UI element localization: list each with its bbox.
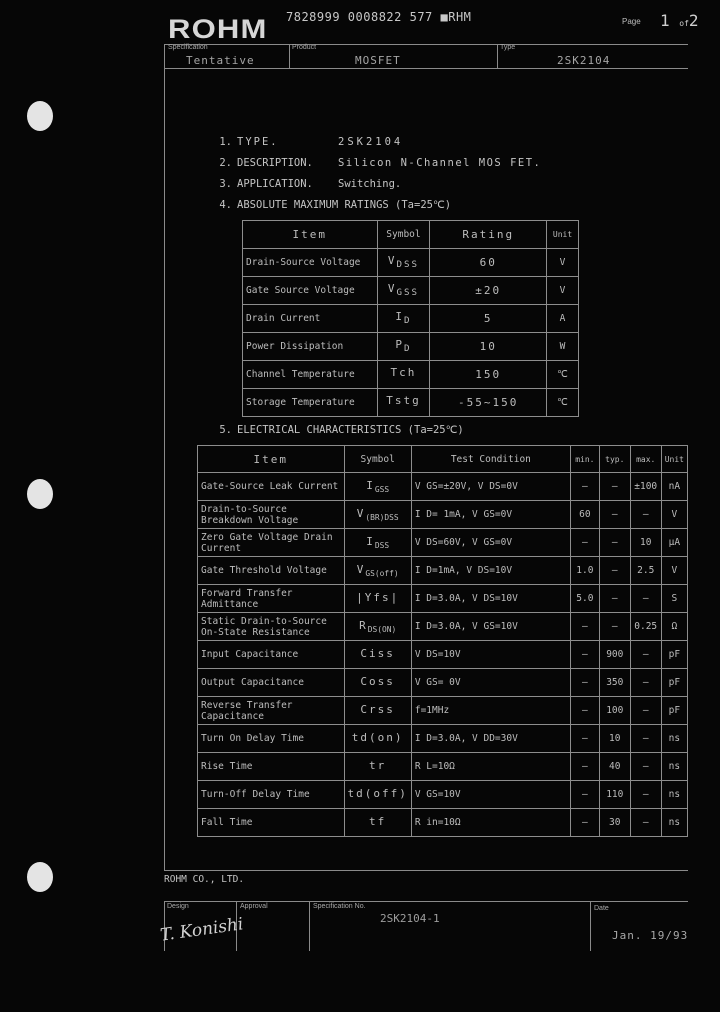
min-cell: – xyxy=(570,725,599,753)
type-value: 2SK2104 xyxy=(557,54,611,67)
unit-cell: nA xyxy=(661,473,687,501)
section-5 xyxy=(0,424,720,440)
symbol-cell: td(off) xyxy=(344,781,411,809)
symbol-cell: $I_D$ xyxy=(377,305,430,333)
test-cell: I D= 1mA, V GS=0V xyxy=(411,501,570,529)
col-min-header: min. xyxy=(570,446,599,473)
item-cell: Forward Transfer Admittance xyxy=(198,585,345,613)
rating-cell: -55~150 xyxy=(430,389,547,417)
page-number: 1 xyxy=(660,11,670,30)
symbol-cell: |Yfs| xyxy=(344,585,411,613)
col-item-header: Item xyxy=(243,221,378,249)
spec-no-value: 2SK2104-1 xyxy=(380,912,440,925)
table-row xyxy=(243,249,579,277)
symbol-cell: td(on) xyxy=(344,725,411,753)
table-row xyxy=(198,809,688,837)
section-label: DESCRIPTION. xyxy=(237,157,313,169)
table-row xyxy=(198,669,688,697)
item-cell: Fall Time xyxy=(198,809,345,837)
table-row xyxy=(198,501,688,529)
approval-label: Approval xyxy=(240,903,268,910)
table-row xyxy=(243,361,579,389)
item-cell: Drain Current xyxy=(243,305,378,333)
typ-cell: – xyxy=(599,557,630,585)
section-2 xyxy=(0,157,720,173)
col-test-header: Test Condition xyxy=(411,446,570,473)
col-max-header: max. xyxy=(630,446,661,473)
item-cell: Storage Temperature xyxy=(243,389,378,417)
test-cell: I D=3.0A, V GS=10V xyxy=(411,613,570,641)
symbol-cell: $V_{GS(off)}$ xyxy=(344,557,411,585)
section-4 xyxy=(0,199,720,215)
table-row xyxy=(198,557,688,585)
typ-cell: 350 xyxy=(599,669,630,697)
table-row xyxy=(198,529,688,557)
test-cell: I D=1mA, V DS=10V xyxy=(411,557,570,585)
symbol-cell: $R_{DS(ON)}$ xyxy=(344,613,411,641)
abs-max-table xyxy=(242,220,579,417)
typ-cell: – xyxy=(599,529,630,557)
test-cell: V GS= 0V xyxy=(411,669,570,697)
symbol-cell: Tch xyxy=(377,361,430,389)
max-cell: 2.5 xyxy=(630,557,661,585)
table-row xyxy=(243,333,579,361)
specification-label: Specification xyxy=(168,44,208,51)
section-label: ABSOLUTE MAXIMUM RATINGS (Ta=25℃) xyxy=(237,199,452,211)
rating-cell: 5 xyxy=(430,305,547,333)
table-row xyxy=(243,389,579,417)
unit-cell: V xyxy=(661,501,687,529)
max-cell: 10 xyxy=(630,529,661,557)
section-3 xyxy=(0,178,720,194)
test-cell: R L=10Ω xyxy=(411,753,570,781)
symbol-cell: tr xyxy=(344,753,411,781)
electrical-table xyxy=(197,445,688,837)
section-number: 4. xyxy=(219,199,232,211)
product-label: Product xyxy=(292,44,317,51)
test-cell: V GS=10V xyxy=(411,781,570,809)
table-row xyxy=(198,697,688,725)
unit-cell: V xyxy=(547,249,579,277)
date-label: Date xyxy=(594,905,609,912)
section-number: 2. xyxy=(219,157,232,169)
symbol-cell: $V_{DSS}$ xyxy=(377,249,430,277)
section-number: 5. xyxy=(219,424,232,436)
max-cell: – xyxy=(630,809,661,837)
page-indicator xyxy=(660,11,699,30)
symbol-cell: $I_{DSS}$ xyxy=(344,529,411,557)
col-unit-header: Unit xyxy=(547,221,579,249)
typ-cell: – xyxy=(599,473,630,501)
max-cell: ±100 xyxy=(630,473,661,501)
test-cell: I D=3.0A, V DS=10V xyxy=(411,585,570,613)
table-row xyxy=(198,613,688,641)
min-cell: – xyxy=(570,641,599,669)
test-cell: R in=10Ω xyxy=(411,809,570,837)
col-rating-header: Rating xyxy=(430,221,547,249)
table-row xyxy=(243,277,579,305)
unit-cell: ℃ xyxy=(547,389,579,417)
rating-cell: 60 xyxy=(430,249,547,277)
item-cell: Output Capacitance xyxy=(198,669,345,697)
date-value: Jan. 19/93 xyxy=(612,929,689,942)
section-number: 1. xyxy=(219,136,232,148)
unit-cell: ns xyxy=(661,753,687,781)
symbol-cell: Tstg xyxy=(377,389,430,417)
table-row xyxy=(198,753,688,781)
item-cell: Drain-to-Source Breakdown Voltage xyxy=(198,501,345,529)
max-cell: – xyxy=(630,781,661,809)
symbol-cell: Coss xyxy=(344,669,411,697)
typ-cell: – xyxy=(599,585,630,613)
symbol-cell: tf xyxy=(344,809,411,837)
punch-hole xyxy=(27,862,53,892)
min-cell: – xyxy=(570,669,599,697)
typ-cell: 100 xyxy=(599,697,630,725)
section-value: 2SK2104 xyxy=(338,136,404,148)
unit-cell: A xyxy=(547,305,579,333)
col-item-header: Item xyxy=(198,446,345,473)
section-value: Switching. xyxy=(338,178,402,190)
unit-cell: W xyxy=(547,333,579,361)
page-label: Page xyxy=(622,17,641,26)
max-cell: – xyxy=(630,641,661,669)
item-cell: Input Capacitance xyxy=(198,641,345,669)
max-cell: – xyxy=(630,725,661,753)
item-cell: Gate Threshold Voltage xyxy=(198,557,345,585)
typ-cell: 10 xyxy=(599,725,630,753)
min-cell: – xyxy=(570,753,599,781)
symbol-cell: $V_{(BR)DSS}$ xyxy=(344,501,411,529)
rating-cell: ±20 xyxy=(430,277,547,305)
rating-cell: 150 xyxy=(430,361,547,389)
test-cell: I D=3.0A, V DD=30V xyxy=(411,725,570,753)
test-cell: V DS=10V xyxy=(411,641,570,669)
unit-cell: pF xyxy=(661,697,687,725)
test-cell: V GS=±20V, V DS=0V xyxy=(411,473,570,501)
unit-cell: μA xyxy=(661,529,687,557)
item-cell: Zero Gate Voltage Drain Current xyxy=(198,529,345,557)
section-label: ELECTRICAL CHARACTERISTICS (Ta=25℃) xyxy=(237,424,464,436)
item-cell: Turn On Delay Time xyxy=(198,725,345,753)
symbol-cell: $P_D$ xyxy=(377,333,430,361)
col-symbol-header: Symbol xyxy=(377,221,430,249)
max-cell: 0.25 xyxy=(630,613,661,641)
max-cell: – xyxy=(630,753,661,781)
punch-hole xyxy=(27,479,53,509)
section-1 xyxy=(0,136,720,152)
item-cell: Static Drain-to-Source On-State Resistance xyxy=(198,613,345,641)
min-cell: – xyxy=(570,473,599,501)
table-header-row xyxy=(198,446,688,473)
rating-cell: 10 xyxy=(430,333,547,361)
table-row xyxy=(198,781,688,809)
col-unit-header: Unit xyxy=(661,446,687,473)
col-typ-header: typ. xyxy=(599,446,630,473)
min-cell: 1.0 xyxy=(570,557,599,585)
spec-no-label: Specification No. xyxy=(313,903,366,910)
typ-cell: – xyxy=(599,501,630,529)
unit-cell: ns xyxy=(661,725,687,753)
design-label: Design xyxy=(167,903,189,910)
item-cell: Turn-Off Delay Time xyxy=(198,781,345,809)
unit-cell: S xyxy=(661,585,687,613)
unit-cell: Ω xyxy=(661,613,687,641)
table-row xyxy=(198,585,688,613)
item-cell: Channel Temperature xyxy=(243,361,378,389)
col-symbol-header: Symbol xyxy=(344,446,411,473)
page-of-label: of xyxy=(679,19,689,28)
specification-value: Tentative xyxy=(186,54,255,67)
min-cell: – xyxy=(570,529,599,557)
symbol-cell: Crss xyxy=(344,697,411,725)
company-name: ROHM CO., LTD. xyxy=(164,874,245,885)
typ-cell: 30 xyxy=(599,809,630,837)
item-cell: Rise Time xyxy=(198,753,345,781)
max-cell: – xyxy=(630,501,661,529)
section-label: APPLICATION. xyxy=(237,178,313,190)
typ-cell: 110 xyxy=(599,781,630,809)
table-row xyxy=(198,725,688,753)
typ-cell: 40 xyxy=(599,753,630,781)
symbol-cell: $I_{GSS}$ xyxy=(344,473,411,501)
section-number: 3. xyxy=(219,178,232,190)
unit-cell: pF xyxy=(661,641,687,669)
item-cell: Drain-Source Voltage xyxy=(243,249,378,277)
min-cell: – xyxy=(570,781,599,809)
test-cell: V DS=60V, V GS=0V xyxy=(411,529,570,557)
page-total: 2 xyxy=(688,11,699,30)
min-cell: 60 xyxy=(570,501,599,529)
table-row xyxy=(198,473,688,501)
min-cell: – xyxy=(570,697,599,725)
product-value: MOSFET xyxy=(355,54,401,67)
brand-logo: ROHM xyxy=(168,14,268,44)
max-cell: – xyxy=(630,697,661,725)
table-header-row xyxy=(243,221,579,249)
document-code: 7828999 0008822 577 ■RHM xyxy=(286,10,472,24)
section-label: TYPE. xyxy=(237,136,279,148)
min-cell: 5.0 xyxy=(570,585,599,613)
table-row xyxy=(198,641,688,669)
unit-cell: pF xyxy=(661,669,687,697)
symbol-cell: Ciss xyxy=(344,641,411,669)
unit-cell: V xyxy=(547,277,579,305)
typ-cell: 900 xyxy=(599,641,630,669)
symbol-cell: $V_{GSS}$ xyxy=(377,277,430,305)
punch-hole xyxy=(27,101,53,131)
item-cell: Reverse Transfer Capacitance xyxy=(198,697,345,725)
item-cell: Gate Source Voltage xyxy=(243,277,378,305)
max-cell: – xyxy=(630,669,661,697)
table-row xyxy=(243,305,579,333)
min-cell: – xyxy=(570,809,599,837)
unit-cell: ns xyxy=(661,809,687,837)
unit-cell: ℃ xyxy=(547,361,579,389)
typ-cell: – xyxy=(599,613,630,641)
type-label: Type xyxy=(500,44,516,51)
section-value: Silicon N-Channel MOS FET. xyxy=(338,157,542,169)
item-cell: Power Dissipation xyxy=(243,333,378,361)
item-cell: Gate-Source Leak Current xyxy=(198,473,345,501)
min-cell: – xyxy=(570,613,599,641)
designer-signature: T. Konishi xyxy=(159,914,245,946)
test-cell: f=1MHz xyxy=(411,697,570,725)
unit-cell: ns xyxy=(661,781,687,809)
max-cell: – xyxy=(630,585,661,613)
unit-cell: V xyxy=(661,557,687,585)
